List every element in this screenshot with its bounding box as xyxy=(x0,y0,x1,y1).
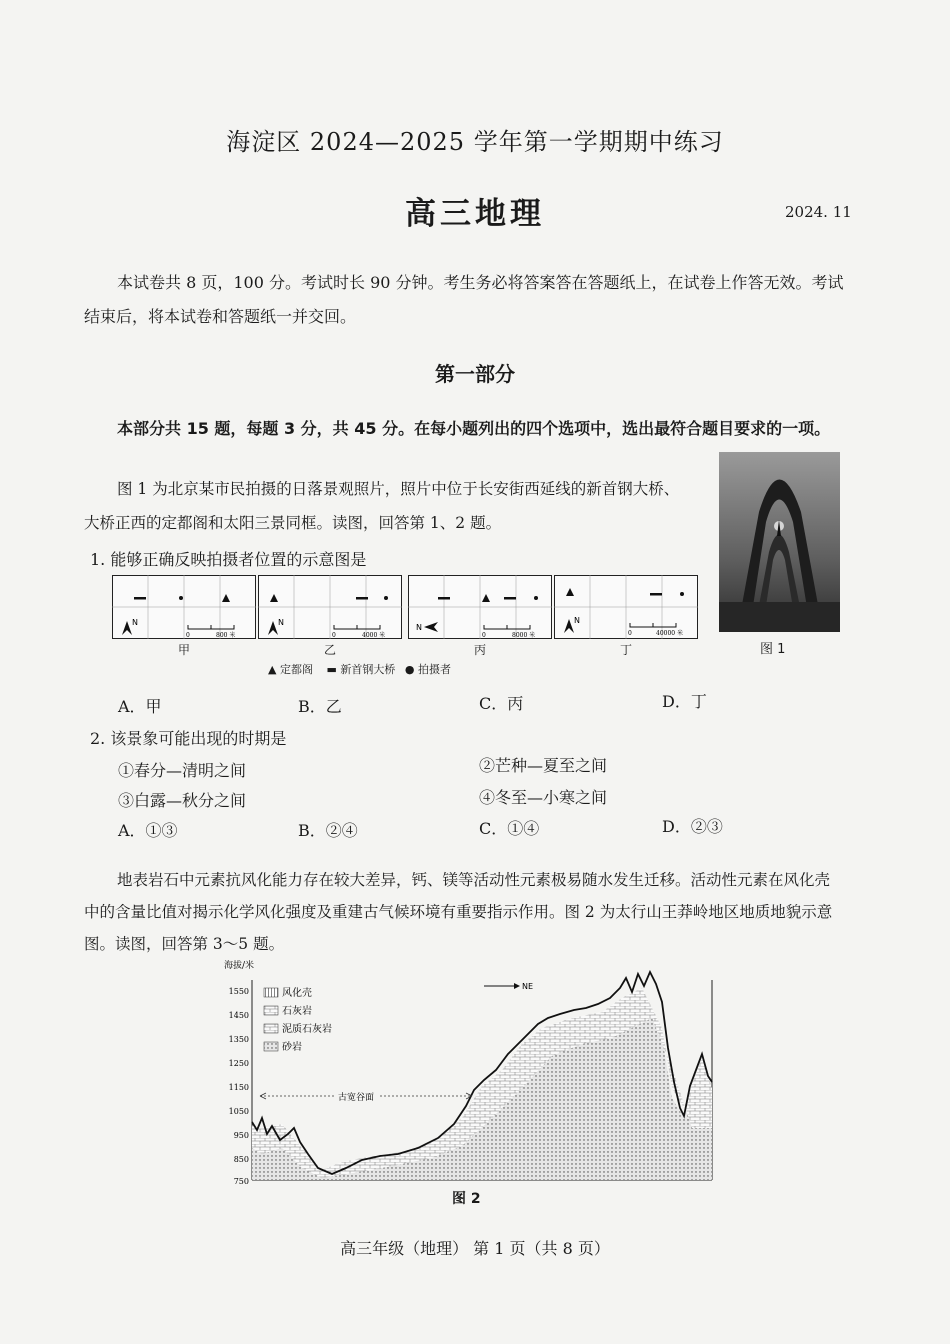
svg-text:0: 0 xyxy=(628,630,632,637)
map-label-ding: 丁 xyxy=(619,643,632,657)
q2-item-4: ④冬至—小寒之间 xyxy=(479,788,608,807)
svg-text:4000 米: 4000 米 xyxy=(362,632,386,639)
figure-2-caption: 图 2 xyxy=(452,1191,481,1207)
question-2-stem: 2. 该景象可能出现的时期是 xyxy=(90,729,287,748)
legend-tower: ▲ 定都阁 xyxy=(268,663,313,676)
exam-date: 2024. 11 xyxy=(785,203,852,221)
q2-item-1: ①春分—清明之间 xyxy=(118,761,247,780)
legend-weathering: 风化壳 xyxy=(282,988,312,999)
svg-text:1350: 1350 xyxy=(228,1035,249,1044)
legend-photographer: ● 拍摄者 xyxy=(404,663,451,676)
svg-text:N: N xyxy=(278,618,284,627)
q2-option-d[interactable]: D．②③ xyxy=(662,817,723,836)
exam-intro: 本试卷共 8 页，100 分。考试时长 90 分钟。考生务必将答案答在答题纸上，在试卷上作答无效。考试结束后，将本试卷和答题纸一并交回。 xyxy=(84,273,844,326)
passage-2: 地表岩石中元素抗风化能力存在较大差异，钙、镁等活动性元素极易随水发生迁移。活动性元素在风化壳中的含量比值对揭示化学风化强度及重建古气候环境有重要指示作用。图 2 为太行山王莽岭地区地质地貌示意图。读图，回答第 3～5 题。 xyxy=(84,871,833,953)
legend-bridge-icon: ▬ xyxy=(326,663,337,676)
q1-option-b[interactable]: B．乙 xyxy=(298,697,342,716)
map-legend xyxy=(268,661,451,677)
q1-option-d[interactable]: D．丁 xyxy=(662,692,707,711)
svg-text:40000 米: 40000 米 xyxy=(656,630,683,637)
figure-2-y-label: 海拔/米 xyxy=(224,961,255,971)
svg-text:N: N xyxy=(574,616,580,625)
q1-option-c[interactable]: C．丙 xyxy=(479,694,524,713)
figure-2-profile xyxy=(222,958,722,1186)
svg-text:1150: 1150 xyxy=(228,1083,249,1092)
direction-label: NE xyxy=(522,982,534,991)
subject-title: 高三地理 xyxy=(405,196,545,232)
svg-text:1250: 1250 xyxy=(228,1059,249,1068)
figure-1-photo xyxy=(719,452,840,632)
page-footer: 高三年级（地理） 第 1 页（共 8 页） xyxy=(340,1239,610,1258)
svg-text:1550: 1550 xyxy=(228,987,249,996)
q2-option-a[interactable]: A．①③ xyxy=(118,821,178,840)
svg-text:0: 0 xyxy=(186,632,190,639)
map-label-yi: 乙 xyxy=(323,643,336,657)
svg-text:1050: 1050 xyxy=(228,1107,249,1116)
q2-option-c[interactable]: C．①④ xyxy=(479,819,540,838)
north-label: N xyxy=(132,618,138,627)
legend-limestone: 石灰岩 xyxy=(282,1006,312,1017)
map-ding xyxy=(554,575,698,639)
svg-text:1450: 1450 xyxy=(228,1011,249,1020)
map-bing xyxy=(408,575,552,639)
svg-text:850: 850 xyxy=(233,1155,249,1164)
passage-1: 图 1 为北京某市民拍摄的日落景观照片，照片中位于长安街西延线的新首钢大桥、大桥正西的定都阁和太阳三景同框。读图，回答第 1、2 题。 xyxy=(84,480,680,532)
map-label-jia: 甲 xyxy=(177,643,190,657)
legend-sandstone: 砂岩 xyxy=(282,1042,302,1053)
part-title: 第一部分 xyxy=(435,362,515,386)
part-instructions: 本部分共 15 题，每题 3 分，共 45 分。在每小题列出的四个选项中，选出最符合题目要求的一项。 xyxy=(117,419,831,438)
svg-text:8000 米: 8000 米 xyxy=(512,632,536,639)
question-1-stem: 1. 能够正确反映拍摄者位置的示意图是 xyxy=(90,550,367,569)
map-yi xyxy=(258,575,402,639)
svg-text:0: 0 xyxy=(482,632,486,639)
valley-label: 古宽谷面 xyxy=(338,1093,375,1103)
legend-bridge: 新首钢大桥 xyxy=(340,663,396,676)
map-label-bing: 丙 xyxy=(473,643,486,657)
svg-text:750: 750 xyxy=(233,1177,249,1186)
q2-option-b[interactable]: B．②④ xyxy=(298,821,358,840)
svg-text:N: N xyxy=(416,623,422,632)
q1-option-a[interactable]: A．甲 xyxy=(118,697,162,716)
svg-text:0: 0 xyxy=(332,632,336,639)
q2-item-3: ③白露—秋分之间 xyxy=(118,791,247,810)
map-jia xyxy=(112,575,256,639)
svg-text:800 米: 800 米 xyxy=(216,632,236,639)
svg-text:950: 950 xyxy=(233,1131,249,1140)
exam-title: 海淀区 2024—2025 学年第一学期期中练习 xyxy=(226,128,724,156)
legend-marl: 泥质石灰岩 xyxy=(282,1024,332,1035)
q2-item-2: ②芒种—夏至之间 xyxy=(479,756,608,775)
figure-1-caption: 图 1 xyxy=(760,642,786,657)
